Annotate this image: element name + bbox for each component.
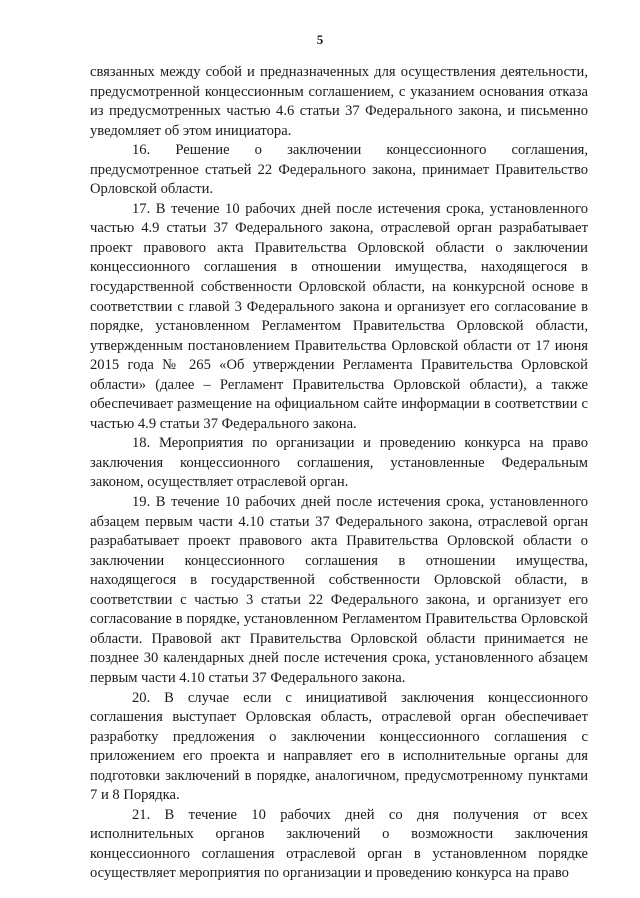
paragraph-item-17: 17. В течение 10 рабочих дней после истечения срока, установленного частью 4.9 статьи 37 Федерального закона, отраслевой орган разрабатывает проект правового акта Правительства Орловской области о заключении концессионного соглашения в отношении имущества, находящегося в государственной собственности Орловской области, на конкурсной основе в соответствии с главой 3 Федерального закона и организует его согласование в порядке, установленном Регламентом Правительства Орловской области, утвержденным постановлением Правительства Орловской области от 17 июня 2015 года № 265 «Об утверждении Регламента Правительства Орловской области» (далее – Регламент Правительства Орловской области), а также обеспечивает размещение на официальном сайте информации в соответствии с частью 4.9 статьи 37 Федерального закона.: [90, 200, 588, 432]
document-body: [90, 63, 588, 884]
page-number: 5: [316, 32, 324, 47]
paragraph-item-16: 16. Решение о заключении концессионного соглашения, предусмотренное статьей 22 Федерального закона, принимает Правительство Орловской области.: [90, 142, 588, 198]
paragraph-item-20: 20. В случае если с инициативой заключения концессионного соглашения выступает Орловская область, отраслевой орган обеспечивает разработку предложения о заключении концессионного соглашения с приложением его проекта и направляет его в исполнительные органы для подготовки заключений в порядке, аналогичном, предусмотренному пунктами 7 и 8 Порядка.: [90, 689, 588, 804]
paragraph-item-18: 18. Мероприятия по организации и проведению конкурса на право заключения концессионного соглашения, установленные Федеральным законом, осуществляет отраслевой орган.: [90, 435, 588, 491]
paragraph-item-19: 19. В течение 10 рабочих дней после истечения срока, установленного абзацем первым части 4.10 статьи 37 Федерального закона, отраслевой орган разрабатывает проект правового акта Правительства Орловской области о заключении концессионного соглашения в отношении имущества, находящегося в государственной собственности Орловской области, в соответствии с частью 3 статьи 22 Федерального закона, и организует его согласование в порядке, установленном Регламентом Правительства Орловской области. Правовой акт Правительства Орловской области принимается не позднее 30 календарных дней после истечения срока, установленного абзацем первым части 4.10 статьи 37 Федерального закона.: [90, 494, 588, 686]
paragraph-item-21: 21. В течение 10 рабочих дней со дня получения от всех исполнительных органов заключений о возможности заключения концессионного соглашения отраслевой орган в установленном порядке осуществляет мероприятия по организации и проведению конкурса на право: [90, 806, 588, 882]
paragraph-continuation: связанных между собой и предназначенных для осуществления деятельности, предусмотренной концессионным соглашением, с указанием основания отказа из предусмотренных частью 4.6 статьи 37 Федерального закона, и письменно уведомляет об этом инициатора.: [90, 64, 588, 139]
